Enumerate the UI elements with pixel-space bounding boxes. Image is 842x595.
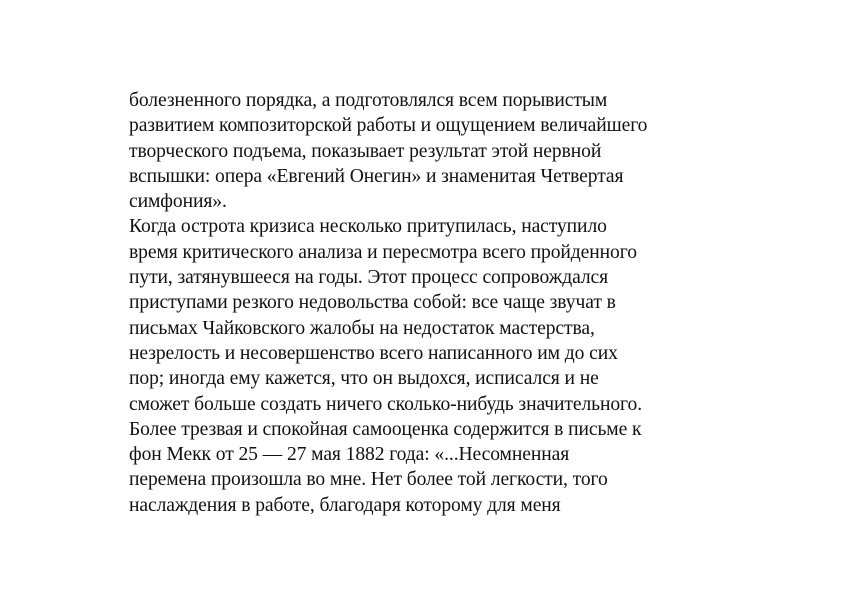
text-line: творческого подъема, показывает результат этой нервной [129,140,602,162]
text-line: время критического анализа и пересмотра всего пройденного [129,241,637,263]
text-line: сможет больше создать ничего сколько-нибудь значительного. [129,393,643,415]
text-line: симфония». [129,191,227,213]
body-text [129,88,729,518]
text-line: письмах Чайковского жалобы на недостаток мастерства, [129,317,595,339]
text-line: Когда острота кризиса несколько притупилась, наступило [129,216,607,238]
text-line: перемена произошла во мне. Нет более той легкости, того [129,469,608,491]
text-line: наслаждения в работе, благодаря которому для меня [129,494,561,516]
text-line: незрелость и несовершенство всего написанного им до сих [129,342,618,364]
text-line: приступами резкого недовольства собой: все чаще звучат в [129,292,616,314]
text-line: болезненного порядка, а подготовлялся всем порывистым [129,90,608,111]
text-line: пор; иногда ему кажется, что он выдохся, исписался и не [129,368,599,390]
text-line: вспышки: опера «Евгений Онегин» и знаменитая Четвертая [129,165,624,187]
text-line: Более трезвая и спокойная самооценка содержится в письме к [129,418,642,440]
text-line: развитием композиторской работы и ощущением величайшего [129,115,648,137]
text-line: пути, затянувшееся на годы. Этот процесс сопровождался [129,267,609,289]
text-line: фон Мекк от 25 — 27 мая 1882 года: «...Несомненная [129,444,570,466]
